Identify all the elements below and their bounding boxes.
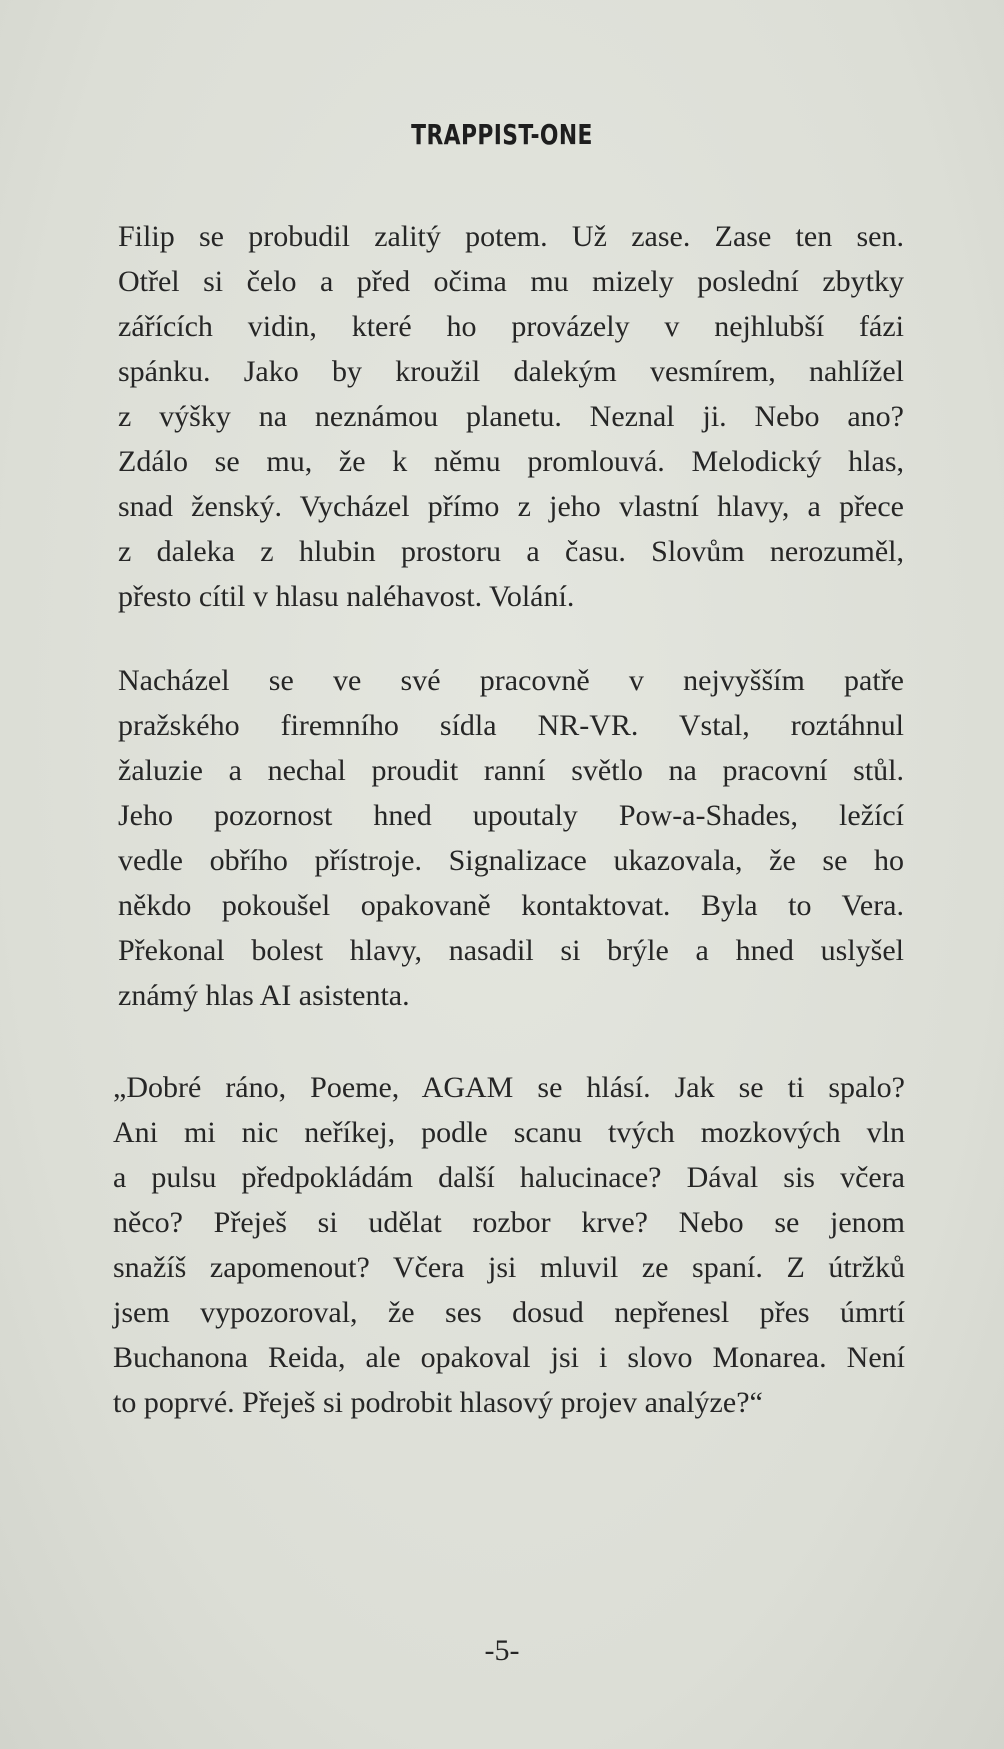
paragraph-line: Nacházel se ve své pracovně v nejvyšším patře [118, 664, 904, 697]
paragraph-line: přesto cítil v hlasu naléhavost. Volání. [118, 580, 575, 613]
paragraph-line: z daleka z hlubin prostoru a času. Slovům nerozuměl, [118, 535, 904, 568]
paragraph-line: snažíš zapomenout? Včera jsi mluvil ze spaní. Z útržků [113, 1251, 905, 1284]
paragraph-line: Jeho pozornost hned upoutaly Pow-a-Shades, ležící [118, 799, 904, 832]
paragraph-line: žaluzie a nechal proudit ranní světlo na pracovní stůl. [118, 754, 904, 787]
paragraph-line: z výšky na neznámou planetu. Neznal ji. Nebo ano? [118, 400, 904, 433]
paragraph-line: spánku. Jako by kroužil dalekým vesmírem, nahlížel [118, 355, 904, 388]
chapter-title: TRAPPIST-ONE [411, 118, 593, 151]
paragraph-line: Zdálo se mu, že k němu promlouvá. Melodický hlas, [118, 445, 904, 478]
paragraph-line: „Dobré ráno, Poeme, AGAM se hlásí. Jak se ti spalo? [113, 1071, 905, 1104]
page-number: -5- [484, 1634, 520, 1667]
paragraph-line: něco? Přeješ si udělat rozbor krve? Nebo se jenom [113, 1206, 905, 1239]
paragraph-2 [118, 658, 904, 1018]
paragraph-line: Ani mi nic neříkej, podle scanu tvých mozkových vln [113, 1116, 905, 1149]
paragraph-line: vedle obřího přístroje. Signalizace ukazovala, že se ho [118, 844, 904, 877]
paragraph-line: jsem vypozoroval, že ses dosud nepřenesl přes úmrtí [113, 1296, 905, 1329]
paragraph-line: Otřel si čelo a před očima mu mizely poslední zbytky [118, 265, 904, 298]
paragraph-line: Filip se probudil zalitý potem. Už zase. Zase ten sen. [118, 220, 904, 253]
paragraph-line: Překonal bolest hlavy, nasadil si brýle a hned uslyšel [118, 934, 904, 967]
paragraph-1 [118, 214, 904, 619]
paragraph-line: snad ženský. Vycházel přímo z jeho vlastní hlavy, a přece [118, 490, 904, 523]
paragraph-line: někdo pokoušel opakovaně kontaktovat. Byla to Vera. [118, 889, 904, 922]
paragraph-line: pražského firemního sídla NR-VR. Vstal, roztáhnul [118, 709, 904, 742]
paragraph-3 [113, 1065, 905, 1425]
paragraph-line: známý hlas AI asistenta. [118, 979, 410, 1012]
paragraph-line: Buchanona Reida, ale opakoval jsi i slovo Monarea. Není [113, 1341, 905, 1374]
paragraph-line: a pulsu předpokládám další halucinace? Dával sis včera [113, 1161, 905, 1194]
paragraph-line: zářících vidin, které ho provázely v nejhlubší fázi [118, 310, 904, 343]
paragraph-line: to poprvé. Přeješ si podrobit hlasový projev analýze?“ [113, 1386, 763, 1419]
